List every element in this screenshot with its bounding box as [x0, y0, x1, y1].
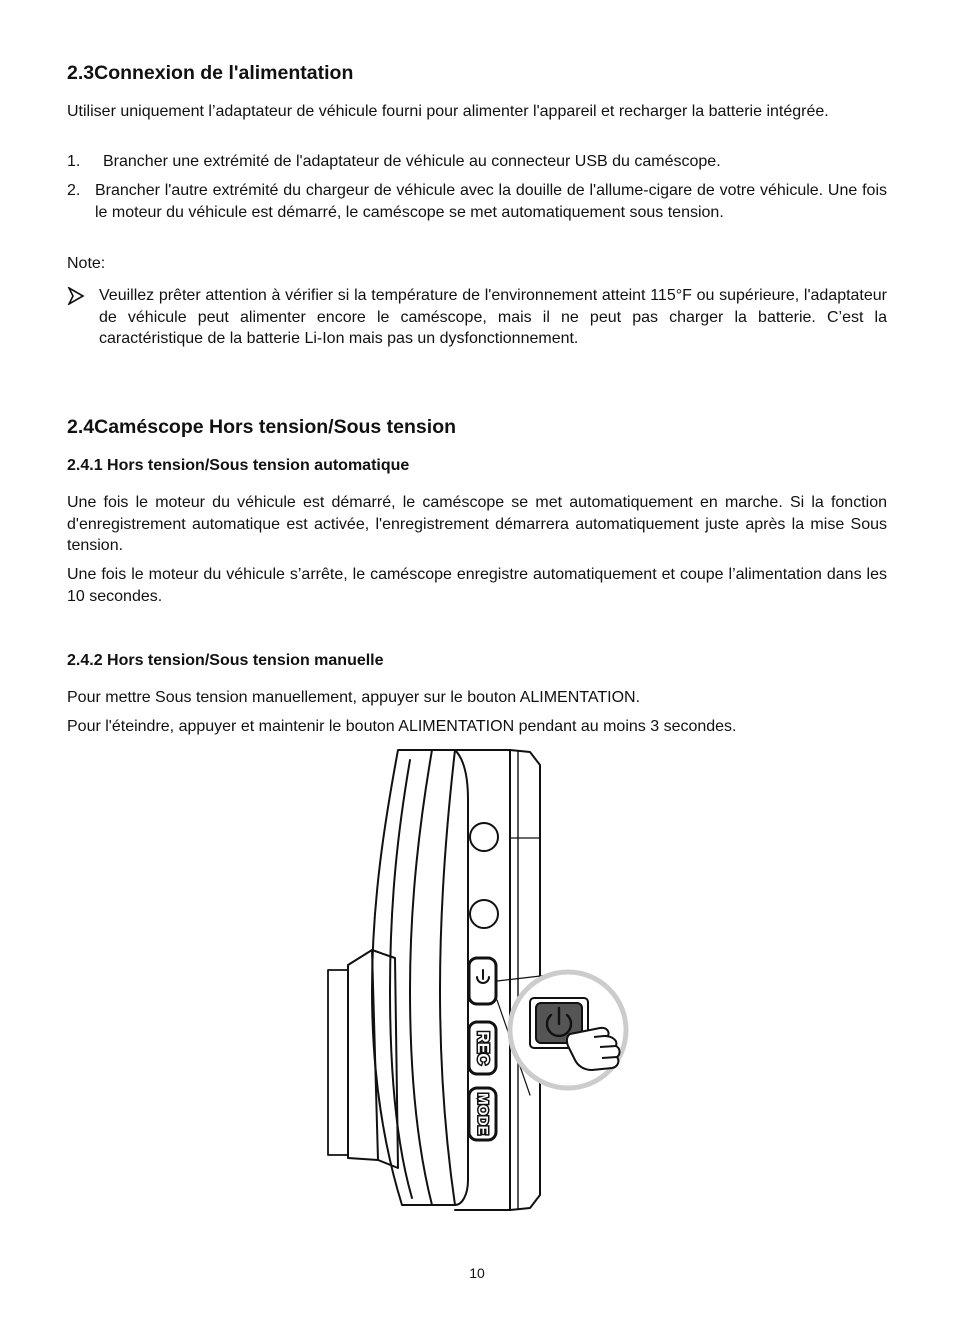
section-2-4-title: 2.4Caméscope Hors tension/Sous tension [67, 416, 457, 438]
rec-button-label: REC [473, 1031, 491, 1065]
step-2-number: 2. [67, 182, 81, 199]
subsection-2-4-2-title: 2.4.2 Hors tension/Sous tension manuelle [67, 652, 384, 669]
page-number: 10 [469, 1265, 485, 1281]
note-label: Note: [67, 255, 106, 272]
pointing-hand-icon [567, 1028, 620, 1070]
subsection-2-4-1-para-2: Une fois le moteur du véhicule s’arrête, le caméscope enregistre automatiquement et coupe l’alimentation dans les 10 secondes. [67, 566, 887, 605]
step-1-text: Brancher une extrémité de l'adaptateur de véhicule au connecteur USB du caméscope. [103, 153, 721, 170]
section-2-3-intro: Utiliser uniquement l’adaptateur de véhicule fourni pour alimenter l'appareil et recharger la batterie intégrée. [67, 103, 829, 120]
step-1-number: 1. [67, 153, 81, 170]
step-2-text: Brancher l'autre extrémité du chargeur de véhicule avec la douille de l'allume-cigare de votre véhicule. Une fois le moteur du véhicule est démarré, le caméscope se met automatiquement sous tension. [95, 182, 887, 221]
note-text: Veuillez prêter attention à vérifier si la température de l'environnement atteint 115°F ou supérieure, l'adaptateur de véhicule peut alimenter encore le caméscope, mais il ne peut pas charger la batterie. C’est la caractéristique de la batterie Li-Ion mais pas un dysfonctionnement. [99, 287, 887, 347]
mode-button-label: MODE [475, 1093, 492, 1135]
power-icon [547, 1008, 571, 1036]
step-1 [67, 151, 887, 173]
note-item [67, 285, 887, 350]
power-button-zoom [530, 998, 588, 1048]
subsection-2-4-1-title: 2.4.1 Hors tension/Sous tension automatique [67, 457, 410, 474]
subsection-2-4-2-para-2: Pour l'éteindre, appuyer et maintenir le bouton ALIMENTATION pendant au moins 3 secondes. [67, 718, 737, 735]
arrow-bullet-icon [67, 287, 85, 305]
subsection-2-4-2-para-1: Pour mettre Sous tension manuellement, appuyer sur le bouton ALIMENTATION. [67, 689, 641, 706]
subsection-2-4-1-para-1: Une fois le moteur du véhicule est démarré, le caméscope se met automatiquement en marche. Si la fonction d'enregistrement automatique est activée, l'enregistrement démarrera automatiquement juste après la mise Sous tension. [67, 494, 887, 554]
step-2 [67, 180, 887, 223]
section-2-3-title: 2.3Connexion de l'alimentation [67, 62, 354, 84]
